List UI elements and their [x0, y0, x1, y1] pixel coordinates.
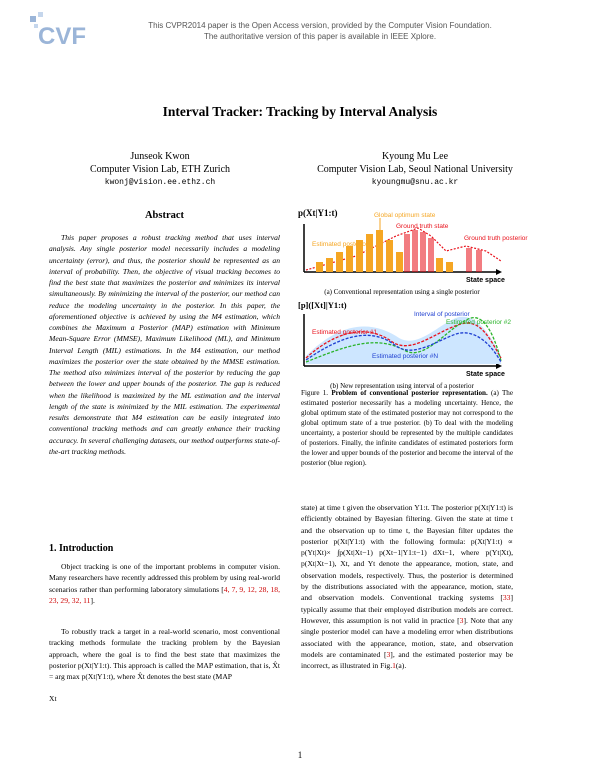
author-email: kyoungmu@snu.ac.kr	[371, 178, 459, 187]
author-affiliation: Computer Vision Lab, ETH Zurich	[89, 164, 231, 175]
fig-b-xlabel: State space	[466, 371, 505, 378]
author-name: Junseok Kwon	[130, 151, 190, 162]
intro-tail: Xt	[49, 694, 57, 703]
figure-1-caption: Figure 1. Problem of conventional posterior representation. (a) The estimated posterior necessarily has a modeling uncertainty. Hence, the global optimum state of the estimated posterior may not correspond to the global optimum state of a true posterior. (b) To deal with the modeling uncertainty, a posterior should be represented by the multiple candidates of posteriors. Finally, the infinite candidates of estimated posteriors form the lower and upper bounds of the posterior and become the interval of the posterior (blue region).	[301, 389, 513, 467]
citation-link[interactable]: 3	[459, 615, 464, 625]
fig-b-label-est2: Estimated posterior #2	[446, 319, 512, 326]
paper-title: Interval Tracker: Tracking by Interval Analysis	[162, 104, 438, 119]
fig-a-xlabel: State space	[466, 277, 505, 284]
fig-a-label-truth: Ground truth state	[396, 223, 449, 230]
author-name: Kyoung Mu Lee	[381, 151, 449, 162]
cvf-logo	[28, 10, 88, 50]
author-affiliation: Computer Vision Lab, Seoul National University	[317, 164, 513, 175]
fig-b-label-est1: Estimated posterior #1	[312, 329, 378, 336]
fig-b-caption: (b) New representation using interval of a posterior	[330, 382, 474, 390]
author-block-2	[300, 150, 530, 189]
intro-paragraph-1: Object tracking is one of the important problems in computer vision. Many researchers have recently addressed this problem by using real-world scenarios rather than performing laboratory simulations [4, 7, 9, 12, 28, 18, 23, 29, 32, 11].	[49, 562, 280, 605]
abstract-heading: Abstract	[144, 210, 185, 221]
banner-line-2: The authoritative version of this paper is available in IEEE Xplore.	[203, 32, 437, 41]
intro-paragraph-2: To robustly track a target in a real-world scenario, most conventional tracking methods formulate the tracking problem by the Bayesian approach, where the goal is to find the best state that maximizes the posterior p(Xt|Y1:t). This approach is called the MAP estimation, that is, X̂t = arg max p(Xt|Y1:t), where X̂t denotes the best state (MAP	[49, 627, 280, 682]
fig-b-label-estN: Estimated posterior #N	[372, 353, 439, 360]
author-block-1	[60, 150, 260, 189]
fig-a-ylabel: p(Xt|Y1:t)	[298, 208, 338, 218]
intro-heading: 1. Introduction	[49, 543, 114, 554]
fig-a-label-gtpost: Ground truth posterior	[464, 235, 528, 242]
citation-link[interactable]: 3	[386, 649, 391, 659]
citation-links[interactable]: 4, 7, 9, 12, 28, 18, 23, 29, 32, 11	[49, 584, 280, 605]
fig-a-label-est: Estimated posterior	[312, 241, 368, 248]
author-email: kwonj@vision.ee.ethz.ch	[104, 178, 216, 187]
figure-link[interactable]: 1	[392, 661, 396, 671]
fig-a-label-global: Global optimum state	[374, 212, 436, 219]
svg-text:CVF: CVF	[38, 23, 86, 50]
fig-a-caption: (a) Conventional representation using a single posterior	[324, 288, 480, 296]
abstract-text: This paper proposes a robust tracking method that uses interval analysis. Any single posterior model necessarily includes a modeling uncertainty (error), and thus, the posterior should be represented as an interval of probability. Then, the objective of visual tracking becomes to find the best state that maximizes the posterior and minimizes its interval simultaneously. By minimizing the interval of the posterior, our method can reduce the modeling uncertainty in the posterior. In this paper, the aforementioned objective is achieved by using the M4 estimation, which combines the Maximum a Posterior (MAP) estimation with Minimum Mean-Square Error (MMSE), Maximum Likelihood (ML), and Minimum Interval Length (MIL) estimations. In the M4 estimation, our method maximizes the posterior over the state obtained by the MMSE estimation. The method also minimizes interval of the posterior by reducing the gap between the lower and upper bounds of the posterior. The gap is reduced when the likelihood is maximized by the ML estimation and the interval length of the state is minimized by the MIL estimation. The experimental results demonstrate that M4 estimation can be easily integrated into conventional tracking methods and can greatly enhance their tracking accuracy. In several challenging datasets, our method outperforms state-of-the-art tracking methods.	[49, 233, 280, 456]
fig-b-ylabel: [p]([Xt]|Y1:t)	[298, 300, 347, 310]
fig-b-label-interval: Interval of posterior	[414, 311, 470, 318]
citation-link[interactable]: 33	[502, 593, 511, 603]
right-column-paragraph: state) at time t given the observation Y1:t. The posterior p(Xt|Y1:t) is efficiently obtained by Bayesian filtering. Given the state at time t and the observation up to time t, the Bayesian filter updates the posterior p(Xt|Y1:t) with the following formula: p(Xt|Y1:t) ∝ p(Yt|Xt)× ∫p(Xt|Xt−1) p(Xt−1|Y1:t−1) dXt−1, where p(Yt|Xt), p(Xt|Xt−1), Xt, and Yt denote the appearance, motion, state, and observation models, respectively. Thus, the posterior is determined by the distributions associated with the appearance, motion, state, and observation models. Conventional tracking systems [33] typically assume that their employed distribution models are correct. However, this assumption is not valid in practice [3]. Note that any single posterior model can have a modeling error when distributions associated with the appearance, motion, state, and observation models are contaminated [3], and the estimated posterior may be incorrect, as illustrated in Fig.1(a).	[301, 503, 513, 671]
page-number: 1	[297, 750, 303, 760]
banner-line-1: This CVPR2014 paper is the Open Access version, provided by the Computer Vision Foundation.	[148, 21, 492, 30]
open-access-banner	[120, 20, 520, 42]
